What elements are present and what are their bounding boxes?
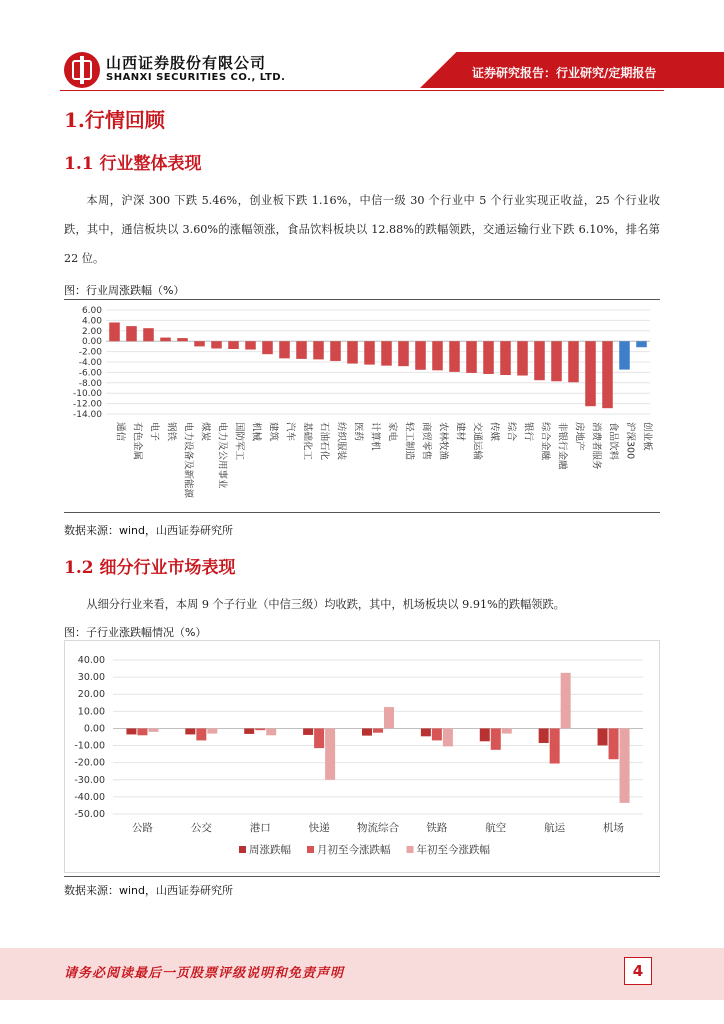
chart-2-bar (255, 728, 265, 730)
chart-2-bar (244, 728, 254, 733)
header-divider (60, 90, 664, 91)
chart-1-svg (64, 300, 660, 512)
chart-2-bar (443, 728, 453, 746)
chart-2-ytick: 0.00 (83, 723, 105, 735)
chart-1-ytick: 6.00 (81, 306, 102, 316)
chart-1-ytick: -6.00 (78, 368, 102, 379)
chart-1-bar (449, 341, 460, 372)
chart-1-bar (585, 341, 596, 406)
chart-1-bar (517, 341, 528, 375)
chart-1-ytick: -12.00 (72, 399, 102, 410)
chart-2-legend-swatch (307, 846, 314, 853)
chart-1-bar (636, 341, 647, 347)
chart-1-xtick: 消费者服务 (590, 422, 602, 470)
chart-2-bar (266, 728, 276, 735)
report-type: 证券研究报告：行业研究/定期报告 (472, 66, 657, 80)
chart-1-xtick: 电子 (148, 422, 160, 442)
chart-2-bar (303, 728, 313, 735)
chart-1-xtick: 汽车 (284, 422, 296, 442)
chart-1-bar (432, 341, 443, 370)
chart-2-legend-label: 年初至今涨跌幅 (416, 844, 490, 856)
chart-2-legend-label: 月初至今涨跌幅 (317, 844, 391, 856)
chart-2-ytick: -40.00 (74, 791, 105, 803)
figure-2-bottom-rule (64, 876, 660, 877)
chart-1-bar (245, 341, 256, 349)
chart-1-bar (177, 338, 188, 341)
chart-1-xtick: 钢铁 (165, 422, 177, 442)
figure-1-source: 数据来源：wind，山西证券研究所 (64, 524, 234, 537)
chart-1-xtick: 创业板 (641, 422, 653, 451)
chart-2-bar (137, 728, 147, 735)
chart-2-xtick: 公交 (190, 822, 212, 834)
chart-1-xtick: 综合 (505, 422, 517, 442)
chart-1-bar (126, 326, 137, 341)
chart-industry-weekly (64, 300, 660, 513)
chart-2-legend-swatch (407, 846, 414, 853)
chart-2-ytick: 20.00 (77, 689, 105, 701)
chart-1-bar (500, 341, 511, 375)
chart-1-ytick: 2.00 (81, 326, 102, 337)
chart-1-bar (602, 341, 613, 408)
chart-1-xtick: 商贸零售 (420, 422, 432, 461)
chart-1-bar (330, 341, 341, 361)
chart-1-xtick: 房地产 (573, 422, 585, 451)
chart-1-xtick: 家电 (386, 422, 398, 442)
chart-1-xtick: 基础化工 (301, 422, 313, 461)
chart-1-bar (279, 341, 290, 358)
chart-2-ytick: 30.00 (77, 672, 105, 684)
chart-1-xtick: 轻工制造 (403, 422, 415, 461)
chart-2-ytick: 40.00 (77, 655, 105, 666)
chart-2-bar (314, 728, 324, 748)
chart-1-xtick: 综合金融 (539, 422, 551, 461)
chart-1-bar (483, 341, 494, 374)
chart-1-xtick: 农林牧渔 (437, 422, 449, 461)
chart-2-bar (384, 707, 394, 728)
chart-2-bar (539, 728, 549, 743)
chart-1-xtick: 电力及公用事业 (216, 422, 228, 489)
chart-1-ytick: 4.00 (81, 316, 102, 327)
chart-2-bar (480, 728, 490, 741)
chart-2-bar (362, 728, 372, 735)
chart-1-bar (568, 341, 579, 382)
chart-2-bar (196, 728, 206, 740)
chart-2-bar (598, 728, 608, 745)
paragraph-2-text: 从细分行业来看，本周 9 个子行业（中信三级）均收跌，其中，机场板块以 9.91%的跌幅领跌。 (86, 598, 565, 611)
chart-2-svg (65, 641, 659, 872)
chart-subindustry (64, 640, 660, 873)
chart-2-xtick: 铁路 (426, 822, 448, 834)
chart-1-ytick: -14.00 (72, 410, 102, 420)
subsection-title-2: 1.2 细分行业市场表现 (64, 558, 236, 578)
chart-1-bar (228, 341, 239, 349)
chart-2-ytick: -10.00 (74, 740, 105, 752)
chart-1-xtick: 交通运输 (471, 422, 483, 461)
paragraph-1 (64, 186, 660, 273)
chart-1-bar (262, 341, 273, 354)
chart-2-bar (432, 728, 442, 740)
chart-1-bar (381, 341, 392, 365)
chart-1-bar (534, 341, 545, 380)
chart-2-legend-label: 周涨跌幅 (249, 844, 291, 856)
chart-2-xtick: 快递 (308, 822, 330, 834)
paragraph-1-text: 本周，沪深 300 下跌 5.46%，创业板下跌 1.16%，中信一级 30 个行业中 5 个行业实现正收益，25 个行业收跌，其中，通信板块以 3.60%的涨幅领涨，食品饮料板块以 12.88%的跌幅领跌，交通运输行业下跌 6.10%，排名第 22 位。 (64, 194, 660, 265)
chart-2-ytick: 10.00 (77, 706, 105, 718)
chart-1-ytick: 0.00 (81, 337, 102, 348)
chart-1-xtick: 通信 (114, 422, 126, 442)
chart-1-xtick: 煤炭 (199, 422, 211, 442)
chart-1-ytick: -4.00 (78, 358, 102, 368)
chart-2-xtick: 港口 (249, 822, 271, 834)
chart-2-bar (421, 728, 431, 736)
chart-2-ytick: -30.00 (74, 774, 105, 786)
chart-2-xtick: 物流综合 (357, 822, 399, 834)
footer-disclaimer: 请务必阅读最后一页股票评级说明和免责声明 (64, 966, 345, 981)
chart-1-xtick: 机械 (250, 422, 262, 442)
chart-1-ytick: -10.00 (72, 389, 102, 400)
chart-1-bar (313, 341, 324, 359)
chart-2-bar (325, 728, 335, 779)
chart-1-xtick: 银行 (522, 422, 534, 442)
chart-1-bar (364, 341, 375, 364)
chart-1-bar (211, 341, 222, 348)
chart-1-bar (143, 328, 154, 341)
chart-1-xtick: 医药 (352, 422, 364, 442)
company-name-cn: 山西证券股份有限公司 (106, 54, 267, 72)
chart-1-bar (466, 341, 477, 373)
chart-1-xtick: 食品饮料 (607, 422, 619, 461)
chart-1-xtick: 电力设备及新能源 (182, 422, 194, 499)
chart-1-bar (415, 341, 426, 370)
chart-2-bar (148, 728, 158, 731)
chart-2-xtick: 航空 (485, 822, 507, 834)
company-name-en: SHANXI SECURITIES CO., LTD. (106, 72, 286, 83)
chart-2-bar (185, 728, 195, 734)
chart-1-ytick: -2.00 (78, 347, 102, 358)
chart-1-xtick: 非银行金融 (556, 422, 568, 470)
chart-1-xtick: 沪深300 (624, 422, 636, 460)
chart-1-bar (160, 338, 171, 342)
chart-2-ytick: -20.00 (74, 757, 105, 769)
chart-1-xtick: 国防军工 (233, 422, 245, 461)
chart-2-bar (502, 728, 512, 733)
figure-2-source: 数据来源：wind，山西证券研究所 (64, 884, 234, 897)
chart-1-xtick: 有色金属 (131, 422, 143, 461)
chart-1-bar (551, 341, 562, 381)
figure-1-title: 图：行业周涨跌幅（%） (64, 284, 185, 297)
chart-2-xtick: 机场 (603, 822, 625, 834)
chart-1-ytick: -8.00 (78, 378, 102, 389)
chart-1-bar (398, 341, 409, 366)
chart-1-bar (347, 341, 358, 363)
chart-2-ytick: -50.00 (74, 809, 105, 820)
chart-2-bar (561, 673, 571, 729)
chart-1-bar (194, 341, 205, 346)
chart-2-bar (620, 728, 630, 802)
page-number: 4 (624, 957, 652, 985)
chart-2-legend-swatch (239, 846, 246, 853)
chart-1-xtick: 建筑 (267, 422, 279, 442)
paragraph-2 (64, 590, 660, 619)
section-title: 1.行情回顾 (64, 108, 165, 132)
chart-1-bar (296, 341, 307, 359)
chart-1-xtick: 建材 (454, 422, 466, 442)
chart-2-bar (126, 728, 136, 734)
chart-1-xtick: 计算机 (369, 422, 381, 451)
chart-2-bar (207, 728, 217, 733)
chart-2-bar (491, 728, 501, 749)
chart-2-xtick: 公路 (131, 822, 153, 834)
chart-2-bar (550, 728, 560, 763)
chart-1-xtick: 石油石化 (318, 422, 330, 461)
chart-1-xtick: 纺织服装 (335, 422, 347, 461)
chart-1-xtick: 传媒 (488, 422, 500, 442)
chart-1-bar (619, 341, 630, 369)
chart-2-bar (373, 728, 383, 732)
subsection-title-1: 1.1 行业整体表现 (64, 154, 202, 174)
figure-2-title: 图：子行业涨跌幅情况（%） (64, 626, 207, 639)
chart-2-bar (609, 728, 619, 759)
chart-2-xtick: 航运 (544, 822, 566, 834)
chart-1-bar (109, 322, 120, 341)
logo-bar-icon (80, 56, 84, 84)
